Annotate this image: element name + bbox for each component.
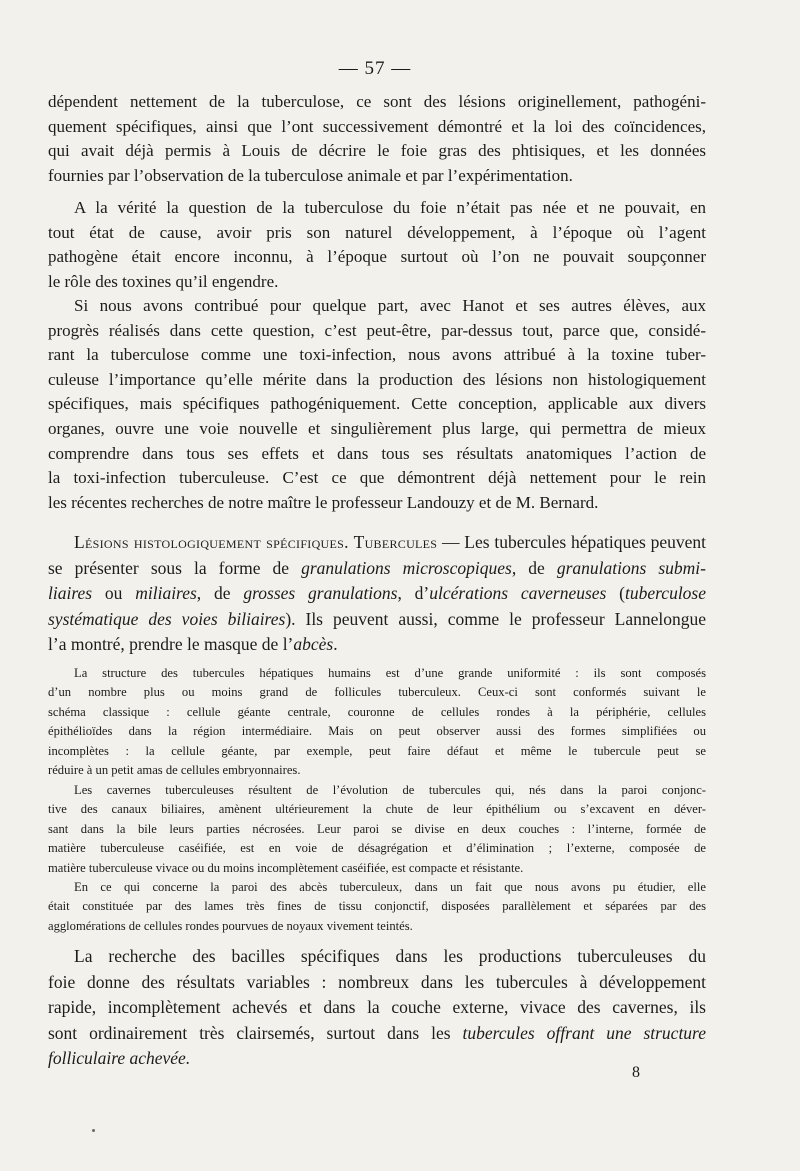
text-line: la toxi-infection tuberculeuse. C’est ce que démontrent déjà nettement pour le rein	[48, 468, 706, 488]
text-line: fournies par l’observation de la tuberculose animale et par l’expérimentation.	[48, 165, 573, 185]
text-line: les récentes recherches de notre maître le professeur Landouzy et de M. Bernard.	[48, 492, 599, 512]
section-heading: Lésions histologiquement spécifiques.	[74, 532, 349, 552]
text-segment: se présenter sous la forme de	[48, 557, 302, 578]
text-line	[48, 632, 706, 658]
paragraph-3	[48, 294, 706, 515]
paragraph-1	[48, 90, 706, 188]
text-segment: ou	[92, 583, 136, 603]
text-line: A la vérité la question de la tuberculose du foie n’était pas née et ne pouvait, en	[74, 198, 706, 217]
text-line: d’un nombre plus ou moins grand de follicules tuberculeux. Ceux-ci sont conformés suivant le	[48, 685, 706, 700]
italic-term: granulations submi-	[556, 557, 706, 578]
text-line: épithélioïdes dans la région intermédiaire. Mais on peut observer aussi des formes simplifiées ou	[48, 724, 706, 739]
italic-term: systématique des voies biliaires	[48, 608, 286, 629]
text-line: spécifiques, mais spécifiques pathogéniquement. Cette conception, applicable aux divers	[48, 394, 706, 414]
section-lesions	[48, 530, 706, 658]
small-print-3	[48, 878, 706, 936]
text-line: matière tuberculeuse vivace ou du moins incomplètement caséifiée, est compacte et résistante.	[48, 860, 524, 875]
text-segment: , de	[511, 557, 557, 578]
italic-term: grosses granulations	[243, 583, 398, 603]
text-segment: l’a montré, prendre le masque de l’	[48, 634, 294, 654]
text-line: rant la tuberculose comme une toxi-infection, nous avons attribué à la toxine tuber-	[48, 345, 706, 365]
text-segment: , de	[196, 583, 244, 603]
small-print-1	[48, 664, 706, 780]
text-line: le rôle des toxines qu’il engendre.	[48, 271, 279, 291]
text-line: réduire à un petit amas de cellules embryonnaires.	[48, 763, 301, 778]
italic-term: ulcérations caverneuses	[429, 583, 607, 603]
paragraph-final	[48, 944, 706, 1072]
paragraph-2	[48, 196, 706, 294]
text-line: quement spécifiques, ainsi que l’ont successivement démontré et la loi des coïncidences,	[48, 116, 706, 136]
text-line: La recherche des bacilles spécifiques dans les productions tuberculeuses du	[74, 946, 706, 966]
text-line: sant dans la bile leurs parties nécrosées. Leur paroi se divise en deux couches : l’interne, formée de	[48, 821, 706, 836]
page-number: — 57 —	[338, 58, 412, 79]
small-print-2	[48, 781, 706, 878]
text-line: schéma classique : cellule géante centrale, couronne de cellules rondes à la périphérie, cellules	[48, 704, 706, 719]
text-line: rapide, incomplètement achevés et dans la couche externe, vivace des cavernes, ils	[48, 997, 706, 1017]
text-line: progrès réalisés dans cette question, c’est peut-être, par-dessus tout, parce que, considé-	[48, 320, 706, 340]
italic-term: tuberculose	[625, 583, 707, 603]
italic-term: miliaires	[135, 583, 197, 603]
text-line: folliculaire achevée.	[48, 1048, 191, 1068]
text-line: matière tuberculeuse caséifiée, est en voie de désagrégation et d’élimination ; l’externe, composée de	[48, 841, 706, 856]
text-line: Les cavernes tuberculeuses résultent de l’évolution de tubercules qui, nés dans la paroi conjonc-	[74, 783, 706, 797]
text-line: qui avait déjà permis à Louis de décrire le foie gras des phtisiques, et les données	[48, 141, 706, 161]
text-line: La structure des tubercules hépatiques humains est d’une grande uniformité : ils sont composés	[74, 666, 706, 680]
text-line: comprendre dans tous ses effets et dans tous ses résultats anatomiques l’action de	[48, 443, 706, 463]
section-subheading: Tubercules	[353, 532, 438, 552]
text-line: En ce qui concerne la paroi des abcès tuberculeux, dans un fait que nous avons pu étudier, elle	[74, 880, 706, 894]
text-segment: , d’	[397, 583, 430, 603]
paper-speck	[92, 1129, 95, 1132]
text-line: organes, ouvre une voie nouvelle et singulièrement plus large, qui permettra de mieux	[48, 418, 706, 438]
text-line: culeuse l’importance qu’elle mérite dans la production des lésions non histologiquement	[48, 369, 706, 389]
text-line: dépendent nettement de la tuberculose, ce sont des lésions originellement, pathogéni-	[48, 92, 706, 111]
text-line	[48, 556, 706, 582]
italic-term: abcès	[293, 634, 334, 654]
italic-term: granulations microscopiques	[301, 557, 512, 578]
text-line: incomplètes : la cellule géante, par exemple, peut faire défaut et même le tubercule peut se	[48, 743, 706, 758]
text-line	[48, 607, 706, 633]
text-line: agglomérations de cellules rondes pourvues de noyaux vivement teintés.	[48, 918, 413, 933]
text-segment: .	[333, 634, 338, 654]
text-segment: sont ordinairement très clairsemés, surtout dans les	[48, 1022, 463, 1043]
text-segment: ). Ils peuvent aussi, comme le professeur Lannelongue	[285, 608, 707, 629]
text-line	[48, 581, 706, 607]
text-line	[48, 530, 706, 556]
text-segment: (	[606, 583, 626, 603]
text-line: tive des canaux biliaires, amènent ultérieurement la chute de leur épithélium ou s’excavent en déver-	[48, 802, 706, 817]
text-line: pathogène était encore inconnu, à l’époque surtout où l’on ne pouvait soupçonner	[48, 247, 706, 267]
text-line: Si nous avons contribué pour quelque part, avec Hanot et ses autres élèves, aux	[74, 296, 706, 315]
text-line: tout état de cause, avoir pris son naturel développement, à l’époque où l’agent	[48, 222, 706, 242]
text-line: foie donne des résultats variables : nombreux dans les tubercules à développement	[48, 971, 706, 992]
signature-mark: 8	[632, 1064, 640, 1081]
italic-term: tubercules offrant une structure	[462, 1022, 706, 1043]
text-segment: — Les tubercules hépatiques peuvent	[437, 532, 706, 552]
text-line: était constituée par des lames très fines de tissu conjonctif, disposées parallèlement et séparées par des	[48, 899, 706, 914]
italic-term: liaires	[48, 583, 93, 603]
text-line	[48, 1021, 706, 1047]
